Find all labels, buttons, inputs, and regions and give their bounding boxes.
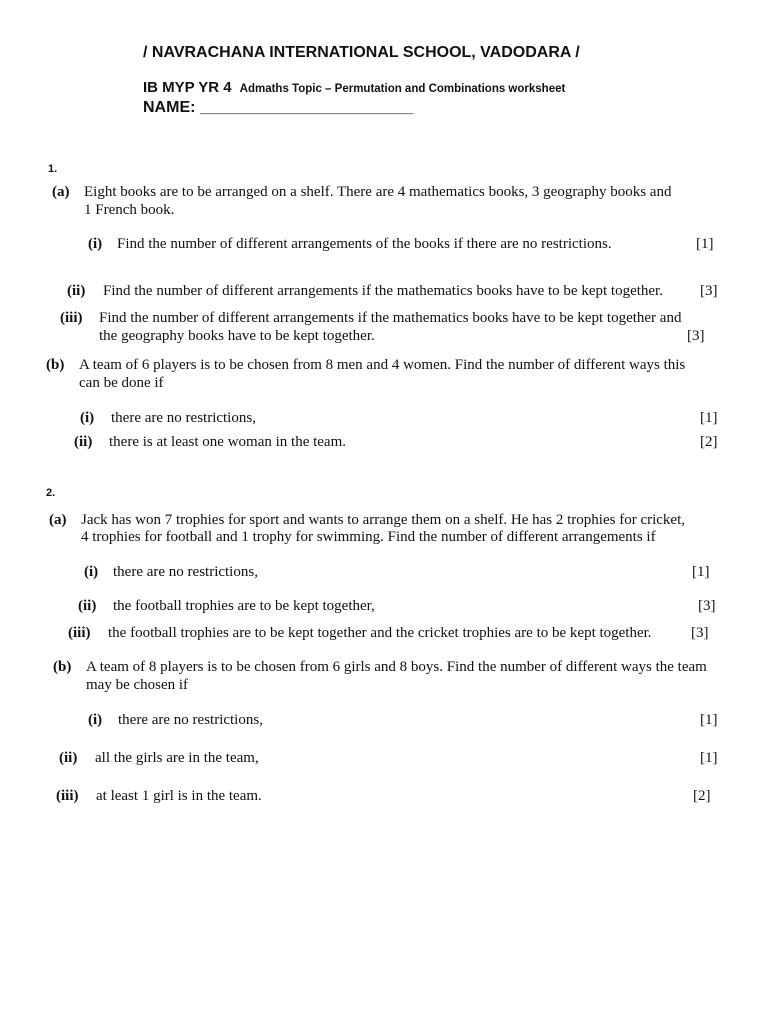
q2biii-text bbox=[56, 787, 262, 805]
q1bi-marks: [1] bbox=[700, 410, 718, 426]
q1aii-label: (ii) bbox=[67, 283, 86, 299]
q2bi-question: there are no restrictions, bbox=[118, 712, 263, 728]
q2a-line2: 4 trophies for football and 1 trophy for swimming. Find the number of different arrangements if bbox=[81, 529, 656, 545]
q1aiii-line2: the geography books have to be kept together. bbox=[99, 328, 375, 344]
q1a-line1: Eight books are to be arranged on a shelf. There are 4 mathematics books, 3 geography books and bbox=[84, 184, 672, 200]
topic-label: Admaths Topic – Permutation and Combinations worksheet bbox=[239, 83, 566, 95]
q2biii-question: at least 1 girl is in the team. bbox=[96, 788, 262, 804]
q1a-line2: 1 French book. bbox=[84, 202, 175, 218]
q1bi-text bbox=[80, 409, 256, 427]
q1aiii-marks: [3] bbox=[687, 328, 705, 344]
name-field: NAME: ________________________ bbox=[143, 99, 414, 116]
q2aii-label: (ii) bbox=[78, 598, 97, 614]
q2aii-text bbox=[78, 597, 375, 615]
q2ai-label: (i) bbox=[84, 564, 99, 580]
q1aii-question: Find the number of different arrangements if the mathematics books have to be kept together. bbox=[103, 283, 663, 299]
q1aii-marks: [3] bbox=[700, 283, 718, 299]
q1ai-label: (i) bbox=[88, 236, 103, 252]
q2b-line1: A team of 8 players is to be chosen from 6 girls and 8 boys. Find the number of different ways the team bbox=[86, 659, 707, 675]
q1bii-label: (ii) bbox=[74, 434, 93, 450]
q2b-text bbox=[53, 658, 707, 676]
q2bi-label: (i) bbox=[88, 712, 103, 728]
q2b-label: (b) bbox=[53, 659, 72, 675]
q2bii-label: (ii) bbox=[59, 750, 78, 766]
q2aii-question: the football trophies are to be kept together, bbox=[113, 598, 375, 614]
q2b-line2: may be chosen if bbox=[86, 677, 189, 693]
course-label: IB MYP YR 4 bbox=[143, 79, 232, 96]
q1aii-text bbox=[67, 282, 663, 300]
q1bii-marks: [2] bbox=[700, 434, 718, 450]
q2a-label: (a) bbox=[49, 512, 67, 528]
q2aiii-question: the football trophies are to be kept together and the cricket trophies are to be kept together. bbox=[108, 625, 652, 641]
q1bi-question: there are no restrictions, bbox=[111, 410, 256, 426]
q2ai-text bbox=[84, 563, 258, 581]
q1ai-marks: [1] bbox=[696, 236, 714, 252]
q1a-text bbox=[52, 183, 671, 201]
q2a-text bbox=[49, 511, 685, 529]
q1a-label: (a) bbox=[52, 184, 70, 200]
q2biii-label: (iii) bbox=[56, 788, 79, 804]
q2a-line1: Jack has won 7 trophies for sport and wants to arrange them on a shelf. He has 2 trophies for cricket, bbox=[81, 512, 685, 528]
q1aiii-text bbox=[60, 309, 681, 327]
q2bi-marks: [1] bbox=[700, 712, 718, 728]
q1aiii-line1: Find the number of different arrangements if the mathematics books have to be kept together and bbox=[99, 310, 682, 326]
q2bii-text bbox=[59, 749, 259, 767]
q2ai-question: there are no restrictions, bbox=[113, 564, 258, 580]
q1b-line1: A team of 6 players is to be chosen from 8 men and 4 women. Find the number of different ways this bbox=[79, 357, 686, 373]
question-1-number: 1. bbox=[48, 163, 58, 175]
school-title: / NAVRACHANA INTERNATIONAL SCHOOL, VADODARA / bbox=[143, 44, 580, 61]
q2biii-marks: [2] bbox=[693, 788, 711, 804]
q2aiii-marks: [3] bbox=[691, 625, 709, 641]
course-line bbox=[143, 79, 565, 96]
q2bi-text bbox=[88, 711, 263, 729]
q1aiii-label: (iii) bbox=[60, 310, 83, 326]
q1b-label: (b) bbox=[46, 357, 65, 373]
q1b-line2: can be done if bbox=[79, 375, 164, 391]
q1bii-text bbox=[74, 433, 346, 451]
q1b-text bbox=[46, 356, 685, 374]
q2bii-question: all the girls are in the team, bbox=[95, 750, 259, 766]
q2bii-marks: [1] bbox=[700, 750, 718, 766]
q1ai-question: Find the number of different arrangements of the books if there are no restrictions. bbox=[117, 236, 612, 252]
q1bii-question: there is at least one woman in the team. bbox=[109, 434, 347, 450]
q2ai-marks: [1] bbox=[692, 564, 710, 580]
q2aiii-label: (iii) bbox=[68, 625, 91, 641]
question-2-number: 2. bbox=[46, 487, 56, 499]
q2aii-marks: [3] bbox=[698, 598, 716, 614]
q1ai-text bbox=[88, 235, 612, 253]
q2aiii-text bbox=[68, 624, 652, 642]
q1bi-label: (i) bbox=[80, 410, 95, 426]
